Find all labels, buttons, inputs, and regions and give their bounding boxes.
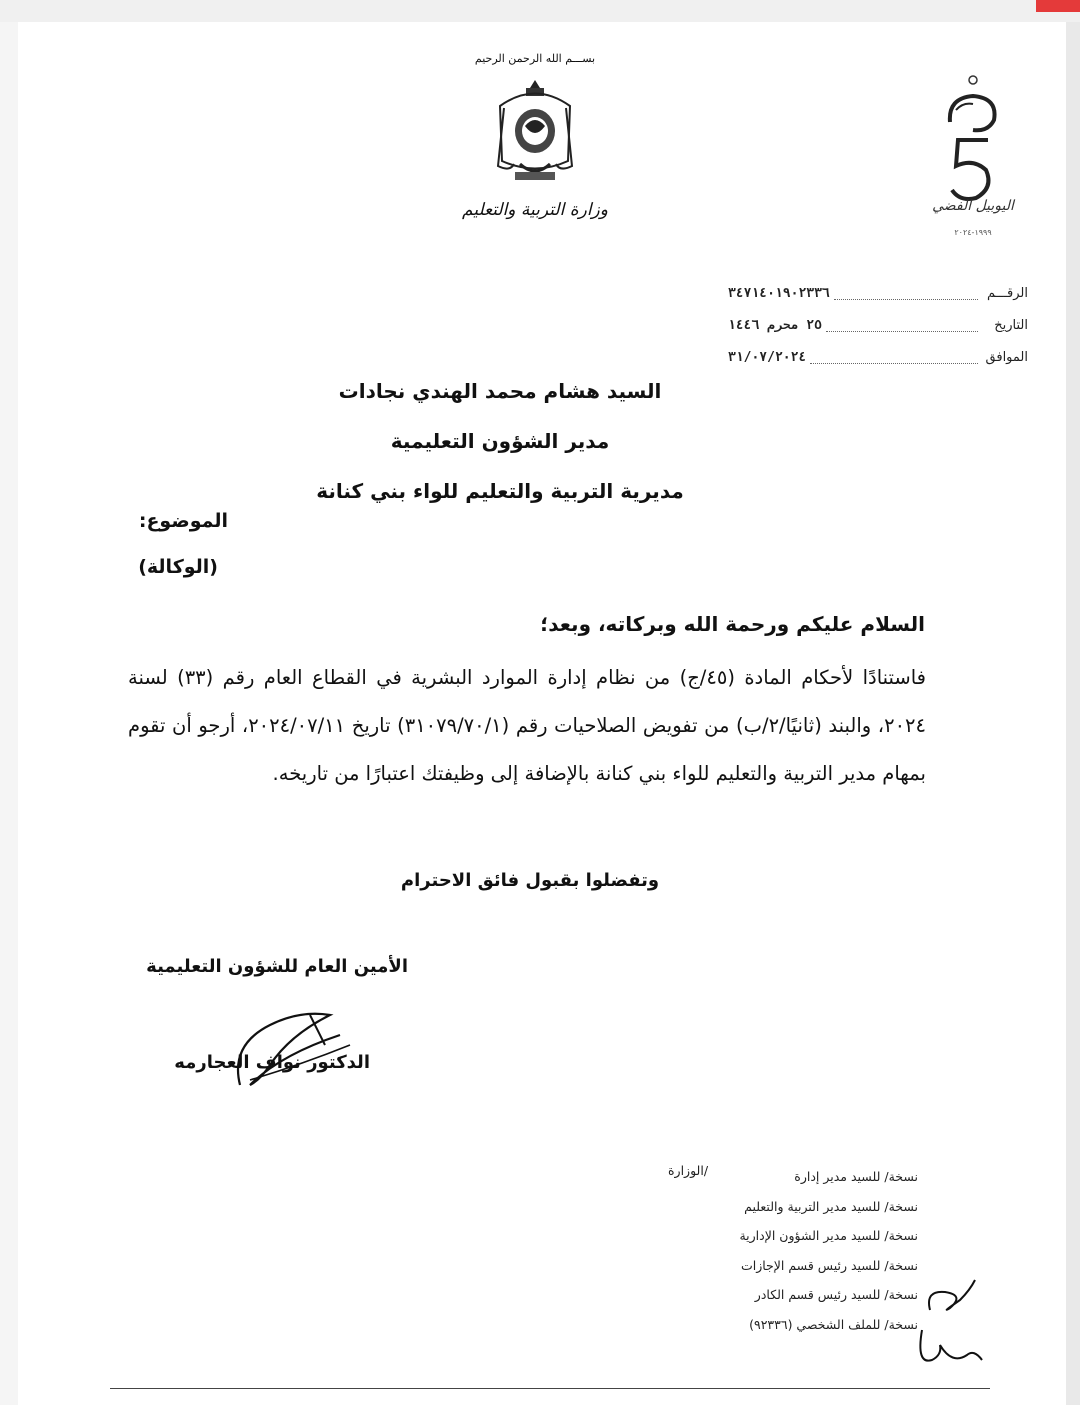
signatory-name: الدكتور نواف العجارمه bbox=[174, 1052, 370, 1073]
letter-body: فاستنادًا لأحكام المادة (٤٥/ج) من نظام إدارة الموارد البشرية في القطاع العام رقم (٣٣) لسنة ٢٠٢٤، والبند (ثانيًا/٢/ب) من تفويض الصلاحيات رقم (٣١٠٧٩/٧٠/١) تاريخ ٢٠٢٤/٠٧/١١، أرجو أن تقوم بمهام مدير التربية والتعليم للواء بني كنانة بالإضافة إلى وظيفتك اعتبارًا من تاريخه. bbox=[128, 666, 927, 785]
reference-date-row bbox=[728, 310, 1028, 342]
greeting: السلام عليكم ورحمة الله وبركاته، وبعد؛ bbox=[540, 612, 925, 636]
recipient-block bbox=[300, 366, 700, 516]
subject-value: (الوكالة) bbox=[138, 556, 218, 578]
handwritten-initials bbox=[920, 1270, 980, 1320]
reference-corresponding-label: الموافق bbox=[985, 350, 1028, 365]
closing-line: وتفضلوا بقبول فائق الاحترام bbox=[400, 870, 660, 891]
copy-item: نسخة/ للسيد مدير التربية والتعليم bbox=[744, 1198, 918, 1214]
copy-item: نسخة/ للسيد مدير إدارة bbox=[794, 1169, 918, 1184]
recipient-directorate: مديرية التربية والتعليم للواء بني كنانة bbox=[316, 479, 684, 503]
dotted-leader bbox=[826, 310, 978, 332]
silver-jubilee-logo bbox=[928, 60, 1018, 220]
recipient-position: مدير الشؤون التعليمية bbox=[390, 429, 610, 453]
copy-ministry-note: /الوزارة bbox=[668, 1163, 709, 1178]
jordan-coat-of-arms-icon bbox=[490, 76, 580, 188]
jubilee-years: ١٩٩٩-٢٠٢٤ bbox=[954, 228, 992, 237]
copy-item: نسخة/ للسيد رئيس قسم الإجازات bbox=[740, 1257, 918, 1273]
reference-corresponding-value: ٣١/٠٧/٢٠٢٤ bbox=[728, 350, 807, 365]
reference-block bbox=[728, 278, 1028, 374]
dotted-leader bbox=[834, 278, 978, 300]
ministry-name: وزارة التربية والتعليم bbox=[462, 200, 608, 220]
copies-list bbox=[478, 1162, 918, 1339]
page-edge-top bbox=[0, 0, 1080, 22]
reference-date-value: ٢٥ محرم ١٤٤٦ bbox=[728, 318, 822, 333]
red-corner-mark bbox=[1036, 0, 1080, 12]
copy-item: نسخة/ للسيد رئيس قسم الكادر bbox=[754, 1287, 918, 1302]
dotted-leader bbox=[810, 342, 978, 364]
page-edge-left bbox=[0, 22, 18, 1405]
reference-date-label: التاريخ bbox=[994, 318, 1028, 333]
copy-item: نسخة/ للسيد مدير الشؤون الإدارية bbox=[739, 1228, 918, 1243]
subject-label: الموضوع: bbox=[138, 510, 228, 532]
reference-number-value: ٣٤٧١٤٠١٩٠٢٣٣٦ bbox=[728, 286, 830, 301]
copy-item: نسخة/ للملف الشخصي (٩٢٣٣٦) bbox=[749, 1316, 918, 1332]
signatory-title: الأمين العام للشؤون التعليمية bbox=[146, 956, 408, 977]
basmala: بســـم الله الرحمن الرحيم bbox=[474, 52, 596, 65]
reference-corresponding-row bbox=[728, 342, 1028, 374]
reference-number-row bbox=[728, 278, 1028, 310]
handwritten-initials bbox=[912, 1315, 992, 1375]
jubilee-title: اليوبيل الفضي bbox=[932, 198, 1014, 214]
handwritten-signature bbox=[210, 985, 360, 1095]
bottom-rule bbox=[110, 1388, 990, 1389]
recipient-name: السيد هشام محمد الهندي نجادات bbox=[338, 379, 662, 403]
page-edge-right bbox=[1066, 22, 1080, 1405]
reference-number-label: الرقـــم bbox=[986, 286, 1028, 301]
